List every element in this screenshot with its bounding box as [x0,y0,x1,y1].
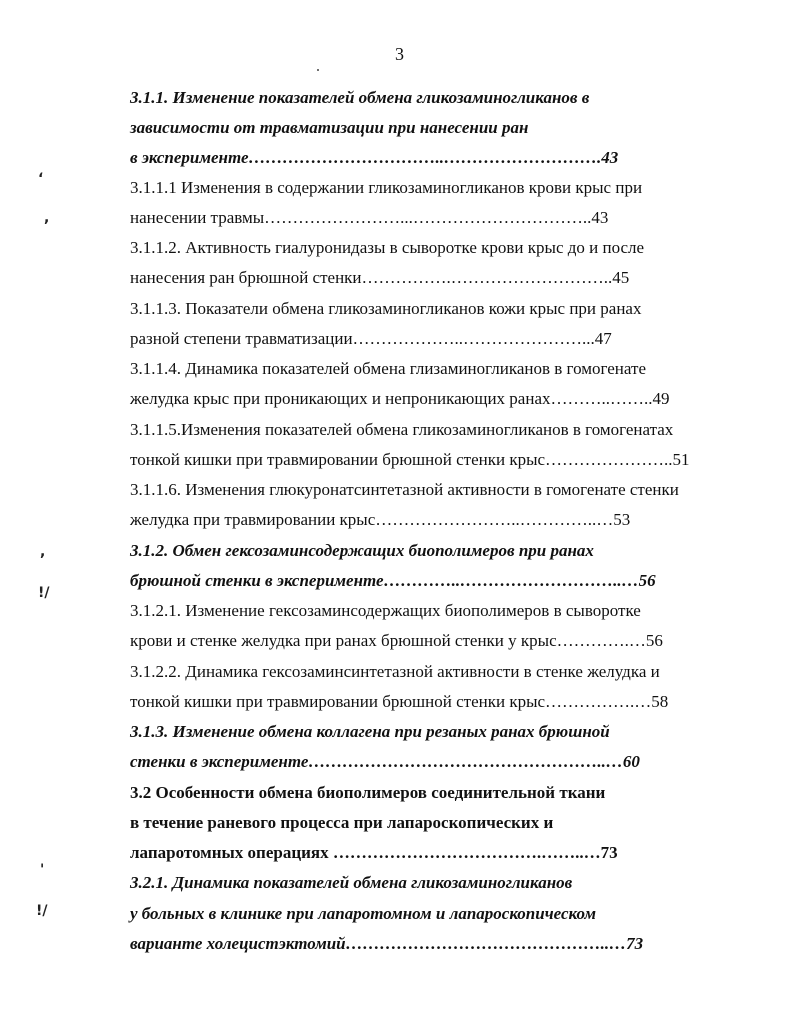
toc-line: стенки в эксперименте……………………………………………..…60 [130,752,640,771]
toc-line: 3.1.3. Изменение обмена коллагена при резаных ранах брюшной [130,722,610,741]
toc-line: тонкой кишки при травмировании брюшной стенки крыс…………………..51 [130,450,690,469]
toc-line: 3.1.1.5.Изменения показателей обмена гликозаминогликанов в гомогенатах [130,420,674,439]
margin-mark: !/ [38,585,50,601]
toc-line: крови и стенке желудка при ранах брюшной стенки у крыс………….…56 [130,631,663,650]
toc-line: 3.1.1.4. Динамика показателей обмена глизаминогликанов в гомогенате [130,359,646,378]
toc-line: 3.1.1.6. Изменения глюкуронатсинтетазной активности в гомогенате стенки [130,480,679,499]
toc-line: у больных в клинике при лапаротомном и лапароскопическом [130,904,596,923]
toc-line: 3.1.1.1 Изменения в содержании гликозаминогликанов крови крыс при [130,178,643,197]
toc-line: в эксперименте……………………………..……………………….43 [130,148,619,167]
page-number: 3 [395,44,404,64]
toc-line: тонкой кишки при травмировании брюшной стенки крыс…………….…58 [130,692,669,711]
toc-line: 3.1.1. Изменение показателей обмена гликозаминогликанов в [130,88,590,107]
toc-line: разной степени травматизации………………..…………………...47 [130,329,612,348]
margin-mark: !/ [36,903,48,919]
toc-line: 3.1.1.3. Показатели обмена гликозаминогликанов кожи крыс при ранах [130,299,642,318]
toc-line: желудка при травмировании крыс……………………..…………..…53 [130,510,631,529]
toc-line: 3.1.2. Обмен гексозаминсодержащих биополимеров при ранах [130,541,594,560]
toc-line: брюшной стенки в эксперименте…………..………………………..…56 [130,571,656,590]
toc-line: в течение раневого процесса при лапароскопических и [130,813,554,832]
toc-line: 3.1.1.2. Активность гиалуронидазы в сыворотке крови крыс до и после [130,238,645,257]
margin-mark: , [44,210,50,226]
toc-line: 3.2 Особенности обмена биополимеров соединительной ткани [130,783,606,802]
toc-line: нанесении травмы……………………...…………………………..43 [130,208,609,227]
toc-line: нанесения ран брюшной стенки…………….………………………..45 [130,268,630,287]
margin-mark: , [40,544,46,560]
toc-line: варианте холецистэктомий………………………………………..…73 [130,934,644,953]
margin-mark: ‘ [38,171,44,187]
toc-line: 3.2.1. Динамика показателей обмена гликозаминогликанов [130,873,573,892]
toc-line: зависимости от травматизации при нанесении ран [130,118,529,137]
margin-mark: ' [40,862,45,878]
toc-line: 3.1.2.1. Изменение гексозаминсодержащих биополимеров в сыворотке [130,601,641,620]
toc-line: лапаротомных операциях ……………………………….……..…73 [130,843,618,862]
toc-line: 3.1.2.2. Динамика гексозаминсинтетазной активности в стенке желудка и [130,662,660,681]
scan-dot [317,69,319,71]
toc-line: желудка крыс при проникающих и непроникающих ранах………..……..49 [130,389,670,408]
